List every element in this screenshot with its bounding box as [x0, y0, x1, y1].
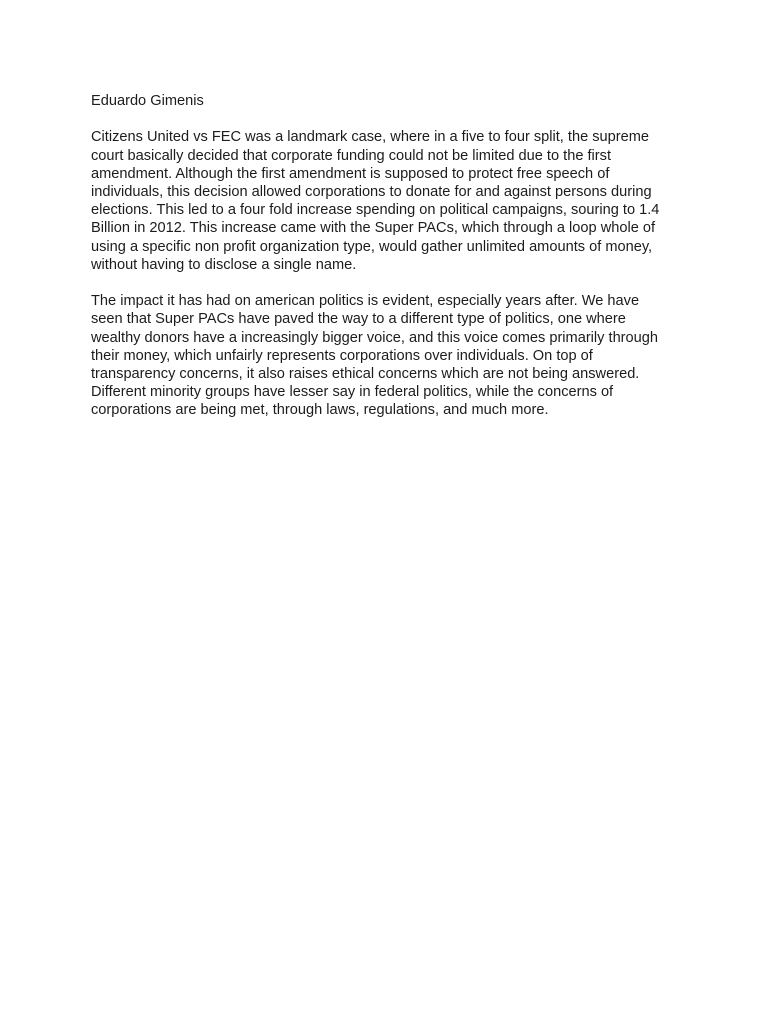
paragraph-line: corporations are being met, through laws, regulations, and much more. [91, 402, 549, 419]
paragraph-line: The impact it has had on american politics is evident, especially years after. We have [91, 293, 640, 310]
paragraph-line: amendment. Although the first amendment is supposed to protect free speech of [91, 165, 610, 182]
author-name: Eduardo Gimenis [91, 93, 204, 109]
paragraph-line: using a specific non profit organization type, would gather unlimited amounts of money, [91, 238, 653, 255]
paragraph-line: wealthy donors have a increasingly bigger voice, and this voice comes primarily through [91, 329, 659, 346]
paragraph-line: without having to disclose a single name. [91, 256, 357, 273]
document-body [91, 92, 691, 438]
paragraph-line: Different minority groups have lesser say in federal politics, while the concerns of [91, 384, 614, 401]
paragraph-line: individuals, this decision allowed corporations to donate for and against persons during [91, 184, 652, 200]
paragraph-line: transparency concerns, it also raises ethical concerns which are not being answered. [91, 366, 640, 383]
paragraph-1 [91, 128, 691, 274]
paragraph-line: elections. This led to a four fold increase spending on political campaigns, souring to 1.4 [91, 202, 660, 219]
paragraph-line: seen that Super PACs have paved the way to a different type of politics, one where [91, 311, 626, 328]
paragraph-line: Citizens United vs FEC was a landmark case, where in a five to four split, the supreme [91, 129, 650, 146]
paragraph-line: their money, which unfairly represents corporations over individuals. On top of [91, 347, 593, 364]
paragraph-2 [91, 292, 691, 419]
paragraph-line: court basically decided that corporate funding could not be limited due to the first [91, 147, 612, 164]
paragraph-line: Billion in 2012. This increase came with the Super PACs, which through a loop whole of [91, 220, 656, 237]
